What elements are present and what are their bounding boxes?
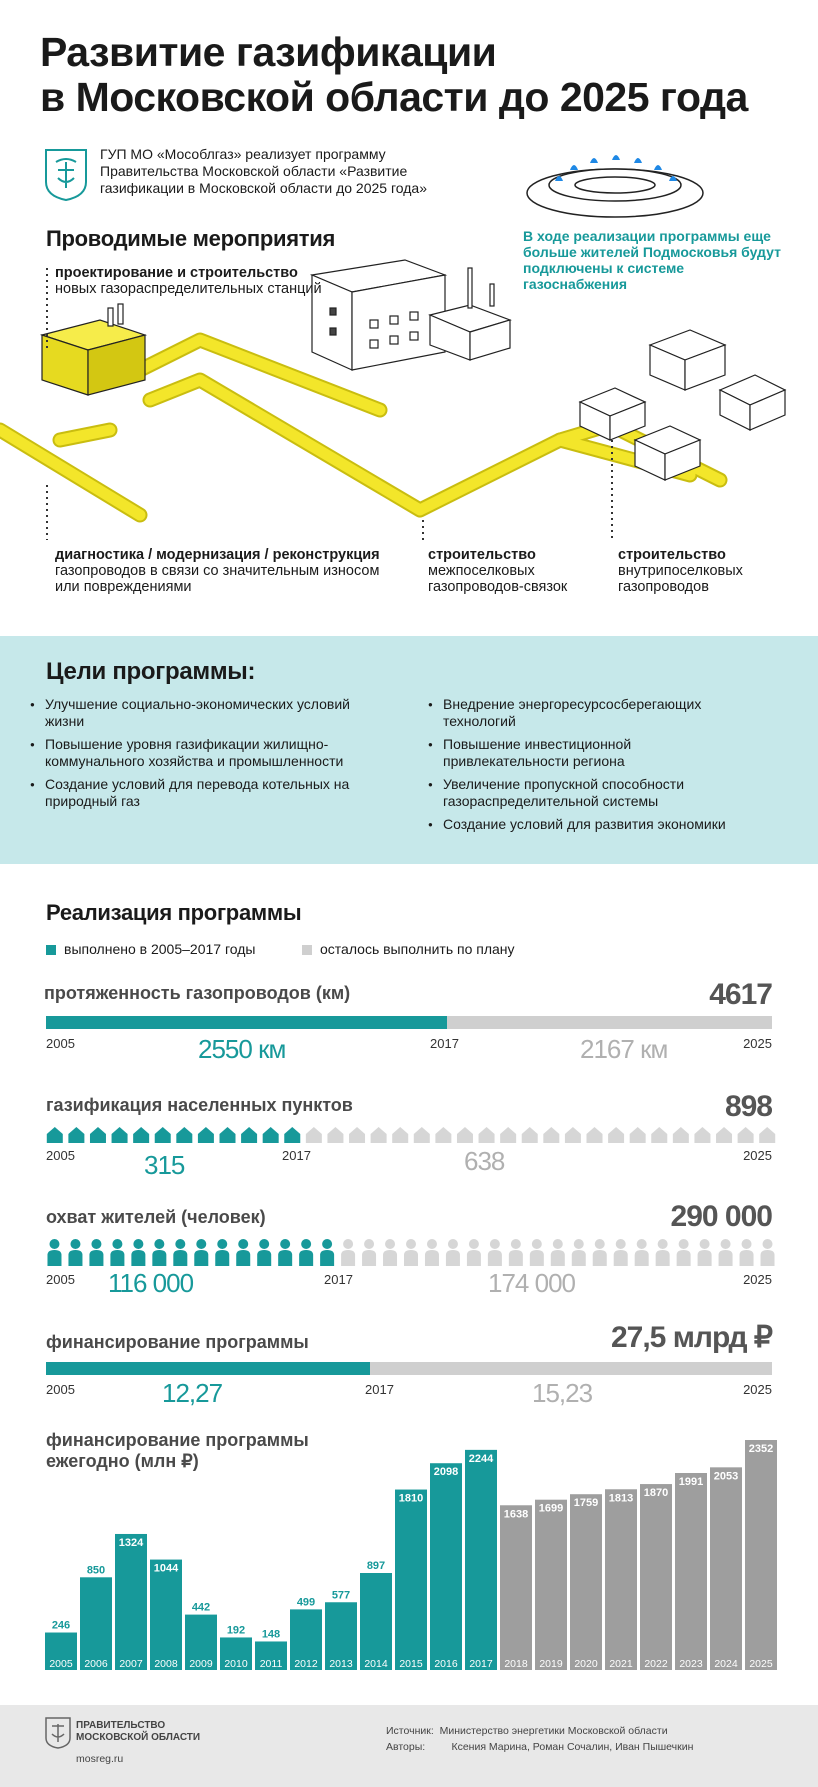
person-icon (656, 1239, 670, 1266)
goal-left-item: ● Создание условий для перевода котельных на природный газ (30, 776, 360, 810)
residents-year-start: 2005 (46, 1272, 75, 1287)
bar-2024 (710, 1467, 742, 1670)
house-icon (651, 1127, 667, 1143)
house-icon (630, 1127, 646, 1143)
residents-icon-row (44, 1238, 778, 1268)
label-diagnostics: диагностика / модернизация / реконструкция газопроводов в связи со значительным износом или повреждениями (55, 547, 380, 595)
bar-year-label: 2006 (84, 1658, 108, 1670)
footer-authors: Авторы: Ксения Марина, Роман Сочалин, Иван Пышечкин (386, 1741, 694, 1753)
bar-year-label: 2018 (504, 1658, 528, 1670)
person-icon (425, 1239, 439, 1266)
person-icon (614, 1239, 628, 1266)
bar-2016 (430, 1463, 462, 1670)
person-icon (131, 1239, 145, 1266)
bar-year-label: 2019 (539, 1658, 563, 1670)
bar-2021 (605, 1489, 637, 1670)
person-icon (215, 1239, 229, 1266)
person-icon (404, 1239, 418, 1266)
residents-done: 116 000 (108, 1268, 194, 1298)
settlements-year-mid: 2017 (282, 1148, 311, 1163)
label-intersettlement: строительство межпоселковых газопроводов-связок (428, 547, 568, 595)
bar-year-label: 2025 (749, 1658, 773, 1670)
financing-done: 12,27 (162, 1378, 223, 1408)
footer-source: Источник: Министерство энергетики Московской области (386, 1725, 668, 1737)
house-icon (198, 1127, 214, 1143)
bar-value-label: 192 (226, 1624, 246, 1637)
house-icon (220, 1127, 236, 1143)
person-icon (572, 1239, 586, 1266)
annual-chart-title: финансирование программы ежегодно (млн ₽) (46, 1430, 309, 1471)
bar-year-label: 2015 (399, 1658, 423, 1670)
person-icon (530, 1239, 544, 1266)
goal-right-item: ● Внедрение энергоресурсосберегающих технологий (428, 696, 758, 730)
goals-right-list (428, 696, 758, 839)
settlements-done: 315 (144, 1150, 185, 1180)
house-icon (155, 1127, 171, 1143)
bar-year-label: 2016 (434, 1658, 458, 1670)
bar-2015 (395, 1490, 427, 1670)
bar-value-label: 2098 (433, 1466, 459, 1479)
bar-year-label: 2013 (329, 1658, 353, 1670)
bar-value-label: 1810 (398, 1492, 424, 1505)
bar-value-label: 2053 (713, 1470, 739, 1483)
person-icon (740, 1239, 754, 1266)
person-icon (509, 1239, 523, 1266)
goal-left-item: ● Улучшение социально-экономических условий жизни (30, 696, 360, 730)
person-icon (761, 1239, 775, 1266)
residents-year-end: 2025 (743, 1272, 772, 1287)
financing-year-end: 2025 (743, 1382, 772, 1397)
bar-year-label: 2022 (644, 1658, 668, 1670)
legend-done-swatch (46, 945, 56, 955)
bar-2008 (150, 1560, 182, 1670)
bar-value-label: 1991 (678, 1475, 704, 1488)
footer-org: ПРАВИТЕЛЬСТВО МОСКОВСКОЙ ОБЛАСТИ (76, 1720, 201, 1743)
person-icon (362, 1239, 376, 1266)
bar-value-label: 1044 (153, 1562, 179, 1575)
person-icon (551, 1239, 565, 1266)
house-icon (587, 1127, 603, 1143)
person-icon (89, 1239, 103, 1266)
house-icon (90, 1127, 106, 1143)
title-line-1: Развитие газификации (40, 29, 497, 75)
house-icon (371, 1127, 387, 1143)
bar-year-label: 2012 (294, 1658, 318, 1670)
bar-2019 (535, 1500, 567, 1670)
bar-value-label: 850 (86, 1564, 106, 1577)
house-icon (694, 1127, 710, 1143)
bar-value-label: 1638 (503, 1508, 529, 1521)
financing-label: финансирование программы (46, 1332, 309, 1352)
person-icon (47, 1239, 61, 1266)
house-icon (112, 1127, 128, 1143)
label-intrasettlement: строительство внутрипоселковых газопроводов (618, 547, 743, 595)
pipelines-done: 2550 км (198, 1034, 286, 1064)
bar-2023 (675, 1473, 707, 1670)
person-icon (152, 1239, 166, 1266)
bar-value-label: 897 (366, 1560, 386, 1573)
legend-left-swatch (302, 945, 312, 955)
teal-note: В ходе реализации программы еще больше жителей Подмосковья будут подключены к системе газоснабжения (523, 228, 781, 292)
person-icon (173, 1239, 187, 1266)
bar-2022 (640, 1484, 672, 1670)
pipelines-left: 2167 км (580, 1034, 668, 1064)
person-icon (236, 1239, 250, 1266)
legend-left: осталось выполнить по плану (302, 941, 515, 957)
bar-year-label: 2011 (259, 1658, 283, 1670)
house-icon (500, 1127, 516, 1143)
bar-year-label: 2021 (609, 1658, 633, 1670)
person-icon (635, 1239, 649, 1266)
house-icon (543, 1127, 559, 1143)
person-icon (383, 1239, 397, 1266)
pipelines-bar (46, 1016, 772, 1029)
bar-2006 (80, 1577, 112, 1670)
bar-year-label: 2007 (119, 1658, 143, 1670)
house-icon (565, 1127, 581, 1143)
person-icon (320, 1239, 334, 1266)
house-icon (47, 1127, 63, 1143)
bar-2017 (465, 1450, 497, 1670)
pipelines-year-mid: 2017 (430, 1036, 459, 1051)
house-icon (522, 1127, 538, 1143)
goal-left-item: ● Повышение уровня газификации жилищно-коммунального хозяйства и промышленности (30, 736, 360, 770)
financing-bar (46, 1362, 772, 1375)
bar-year-label: 2017 (469, 1658, 493, 1670)
goals-left-list (30, 696, 360, 816)
pipelines-label: протяженность газопроводов (км) (44, 983, 351, 1003)
house-icon (133, 1127, 149, 1143)
bar-value-label: 1870 (643, 1487, 669, 1500)
house-icon (68, 1127, 84, 1143)
bar-value-label: 246 (51, 1619, 71, 1632)
bar-value-label: 577 (331, 1589, 351, 1602)
bar-2025 (745, 1440, 777, 1670)
bar-value-label: 499 (296, 1596, 316, 1609)
settlements-year-start: 2005 (46, 1148, 75, 1163)
person-icon (446, 1239, 460, 1266)
bar-year-label: 2023 (679, 1658, 703, 1670)
footer-site[interactable]: mosreg.ru (76, 1753, 124, 1765)
person-icon (467, 1239, 481, 1266)
bar-year-label: 2008 (154, 1658, 178, 1670)
settlements-total: 898 (724, 1090, 772, 1123)
house-icon (457, 1127, 473, 1143)
implementation-heading: Реализация программы (46, 900, 302, 925)
house-icon (392, 1127, 408, 1143)
person-icon (110, 1239, 124, 1266)
settlements-icon-row (44, 1125, 778, 1145)
bar-value-label: 1813 (608, 1492, 634, 1505)
house-icon (284, 1127, 300, 1143)
person-icon (488, 1239, 502, 1266)
bar-value-label: 442 (191, 1601, 211, 1614)
house-icon (738, 1127, 754, 1143)
bar-year-label: 2024 (714, 1658, 738, 1670)
bar-value-label: 1699 (538, 1502, 564, 1515)
house-icon (435, 1127, 451, 1143)
bar-year-label: 2010 (224, 1658, 248, 1670)
financing-year-mid: 2017 (365, 1382, 394, 1397)
house-icon (176, 1127, 192, 1143)
goal-right-item: ● Повышение инвестиционной привлекательности региона (428, 736, 758, 770)
person-icon (341, 1239, 355, 1266)
bar-value-label: 1324 (118, 1536, 144, 1549)
bar-year-label: 2009 (189, 1658, 213, 1670)
residents-left: 174 000 (488, 1268, 575, 1298)
crest-icon (44, 148, 88, 202)
title-line-2: в Московской области до 2025 года (40, 74, 748, 120)
gov-crest-icon (44, 1716, 72, 1750)
pipelines-bar-done (46, 1016, 447, 1029)
residents-total: 290 000 (670, 1200, 772, 1233)
house-icon (306, 1127, 322, 1143)
settlements-left: 638 (464, 1146, 505, 1176)
bar-value-label: 148 (261, 1628, 281, 1641)
bar-year-label: 2005 (49, 1658, 73, 1670)
annual-chart (44, 1430, 779, 1670)
bar-value-label: 1759 (573, 1497, 599, 1510)
financing-total: 27,5 млрд ₽ (610, 1321, 772, 1354)
goal-right-item: ● Увеличение пропускной способности газораспределительной системы (428, 776, 758, 810)
person-icon (593, 1239, 607, 1266)
pipelines-year-end: 2025 (743, 1036, 772, 1051)
residents-year-mid: 2017 (324, 1272, 353, 1287)
house-icon (479, 1127, 495, 1143)
bar-2014 (360, 1573, 392, 1670)
house-icon (349, 1127, 365, 1143)
bar-value-label: 2352 (748, 1443, 774, 1455)
house-icon (673, 1127, 689, 1143)
bar-2020 (570, 1494, 602, 1670)
house-icon (327, 1127, 343, 1143)
person-icon (194, 1239, 208, 1266)
pipelines-year-start: 2005 (46, 1036, 75, 1051)
person-icon (719, 1239, 733, 1266)
residents-label: охват жителей (человек) (46, 1207, 266, 1227)
house-icon (263, 1127, 279, 1143)
financing-year-start: 2005 (46, 1382, 75, 1397)
bar-value-label: 2244 (468, 1452, 494, 1465)
bar-2007 (115, 1534, 147, 1670)
house-icon (716, 1127, 732, 1143)
house-icon (414, 1127, 430, 1143)
label-design: проектирование и строительство новых газораспределительных станций (55, 265, 322, 297)
legend-done: выполнено в 2005–2017 годы (46, 941, 255, 957)
person-icon (257, 1239, 271, 1266)
person-icon (677, 1239, 691, 1266)
bar-2018 (500, 1505, 532, 1670)
settlements-label: газификация населенных пунктов (46, 1095, 353, 1115)
bar-year-label: 2020 (574, 1658, 598, 1670)
person-icon (278, 1239, 292, 1266)
house-icon (759, 1127, 775, 1143)
house-icon (241, 1127, 257, 1143)
house-icon (608, 1127, 624, 1143)
page-title (40, 30, 748, 120)
pipelines-total: 4617 (709, 978, 772, 1011)
person-icon (299, 1239, 313, 1266)
person-icon (68, 1239, 82, 1266)
financing-bar-done (46, 1362, 370, 1375)
bar-year-label: 2014 (364, 1658, 388, 1670)
financing-left: 15,23 (532, 1378, 593, 1408)
person-icon (698, 1239, 712, 1266)
activities-heading: Проводимые мероприятия (46, 226, 335, 251)
goal-right-item: ● Создание условий для развития экономики (428, 816, 758, 833)
gas-burner-icon (520, 145, 710, 225)
intro-text: ГУП МО «Мособлгаз» реализует программу Правительства Московской области «Развитие газификации в Московской области до 2025 года» (100, 146, 427, 196)
settlements-year-end: 2025 (743, 1148, 772, 1163)
goals-heading: Цели программы: (46, 658, 256, 685)
